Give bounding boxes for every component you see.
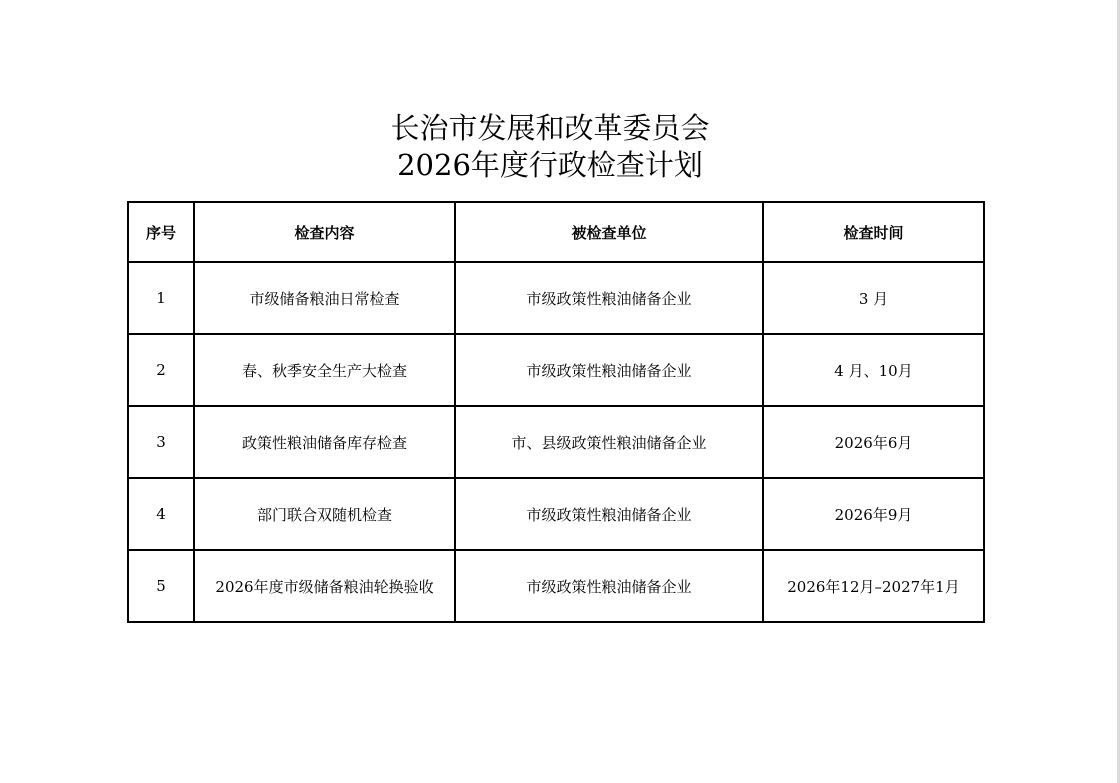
cell-unit: 市级政策性粮油储备企业 [455, 262, 763, 334]
table-header-row [128, 202, 984, 262]
cell-time: 3 月 [763, 262, 984, 334]
cell-content: 部门联合双随机检查 [194, 478, 455, 550]
cell-seq: 1 [128, 262, 194, 334]
table-row [128, 406, 984, 478]
table-row [128, 334, 984, 406]
cell-seq: 4 [128, 478, 194, 550]
table-row [128, 478, 984, 550]
cell-time: 2026年9月 [763, 478, 984, 550]
inspection-plan-table [127, 201, 985, 623]
cell-unit: 市级政策性粮油储备企业 [455, 334, 763, 406]
cell-content: 政策性粮油储备库存检查 [194, 406, 455, 478]
table-row [128, 550, 984, 622]
cell-seq: 3 [128, 406, 194, 478]
cell-content: 2026年度市级储备粮油轮换验收 [194, 550, 455, 622]
header-seq: 序号 [128, 202, 194, 262]
cell-unit: 市、县级政策性粮油储备企业 [455, 406, 763, 478]
cell-seq: 2 [128, 334, 194, 406]
header-time: 检查时间 [763, 202, 984, 262]
title-line-plan: 2026年度行政检查计划 [397, 148, 703, 182]
cell-seq: 5 [128, 550, 194, 622]
title-line-organization: 长治市发展和改革委员会 [390, 111, 710, 145]
cell-content: 春、秋季安全生产大检查 [194, 334, 455, 406]
cell-unit: 市级政策性粮油储备企业 [455, 478, 763, 550]
cell-unit: 市级政策性粮油储备企业 [455, 550, 763, 622]
document-title [0, 110, 1100, 184]
cell-content: 市级储备粮油日常检查 [194, 262, 455, 334]
cell-time: 2026年12月–2027年1月 [763, 550, 984, 622]
header-unit: 被检查单位 [455, 202, 763, 262]
header-content: 检查内容 [194, 202, 455, 262]
cell-time: 2026年6月 [763, 406, 984, 478]
table-row [128, 262, 984, 334]
cell-time: 4 月、10月 [763, 334, 984, 406]
